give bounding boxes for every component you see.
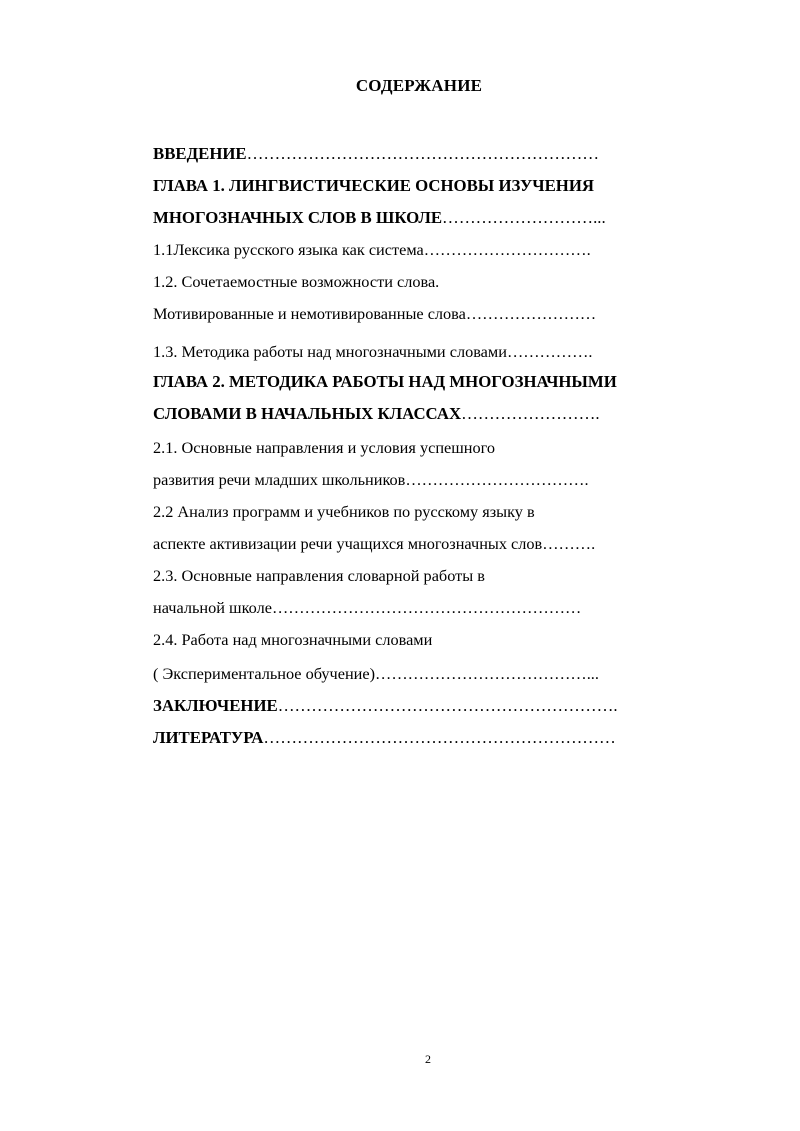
toc-entry-section-2-1 — [153, 438, 495, 458]
toc-entry-text: 1.3. Методика работы над многозначными словами — [153, 342, 507, 361]
toc-entry-chapter-2-cont — [153, 404, 600, 424]
toc-leader-dots: ……………………………………………………… — [263, 728, 616, 747]
toc-entry-section-2-3 — [153, 566, 485, 586]
toc-entry-chapter-1 — [153, 176, 594, 196]
toc-entry-text: ЗАКЛЮЧЕНИЕ — [153, 696, 278, 715]
toc-leader-dots: ……………………………………………………… — [246, 144, 600, 163]
toc-entry-text: ( Экспериментальное обучение) — [153, 664, 376, 683]
toc-entry-section-1-2-cont — [153, 304, 596, 324]
toc-entry-text: 2.1. Основные направления и условия успешного — [153, 438, 496, 457]
toc-entry-literature — [153, 728, 616, 748]
toc-entry-text: МНОГОЗНАЧНЫХ СЛОВ В ШКОЛЕ — [153, 208, 443, 227]
toc-entry-section-1-2 — [153, 272, 439, 292]
toc-leader-dots: …………………………………... — [375, 664, 599, 683]
toc-leader-dots: …………………………. — [423, 240, 591, 259]
page-number: 2 — [425, 1052, 431, 1066]
toc-entry-text: 1.2. Сочетаемостные возможности слова. — [153, 272, 440, 291]
toc-leader-dots: ……………. — [506, 342, 593, 361]
toc-entry-text: начальной школе — [153, 598, 272, 617]
toc-entry-section-2-2-cont — [153, 534, 595, 554]
toc-entry-text: ГЛАВА 1. ЛИНГВИСТИЧЕСКИЕ ОСНОВЫ ИЗУЧЕНИЯ — [153, 176, 595, 195]
toc-entry-conclusion — [153, 696, 618, 716]
toc-entry-section-1-3 — [153, 342, 592, 362]
toc-entry-text: 1.1Лексика русского языка как система — [153, 240, 424, 259]
toc-entry-text: СЛОВАМИ В НАЧАЛЬНЫХ КЛАССАХ — [153, 404, 462, 423]
toc-entry-section-2-1-cont — [153, 470, 589, 490]
toc-leader-dots: …………………… — [465, 304, 597, 323]
toc-entry-text: 2.4. Работа над многозначными словами — [153, 630, 433, 649]
toc-entry-section-2-4 — [153, 630, 432, 650]
toc-entry-text: развития речи младших школьников — [153, 470, 406, 489]
toc-entry-section-2-4-cont — [153, 664, 599, 684]
toc-entry-section-2-3-cont — [153, 598, 581, 618]
toc-entry-text: аспекте активизации речи учащихся многозначных слов — [153, 534, 543, 553]
toc-entry-text: 2.3. Основные направления словарной работы в — [153, 566, 485, 585]
toc-leader-dots: ……………………………………………………. — [277, 696, 618, 715]
toc-entry-text: 2.2 Анализ программ и учебников по русскому языку в — [153, 502, 535, 521]
toc-leader-dots: ………………………………………………… — [271, 598, 582, 617]
toc-entry-chapter-1-cont — [153, 208, 606, 228]
toc-leader-dots: ………. — [542, 534, 596, 553]
toc-leader-dots: ……………………………. — [405, 470, 589, 489]
toc-leader-dots: ………………………... — [442, 208, 606, 227]
toc-entry-text: ГЛАВА 2. МЕТОДИКА РАБОТЫ НАД МНОГОЗНАЧНЫМИ — [153, 372, 617, 391]
toc-entry-chapter-2 — [153, 372, 617, 392]
toc-entry-text: ЛИТЕРАТУРА — [153, 728, 264, 747]
toc-entry-text: Мотивированные и немотивированные слова — [153, 304, 466, 323]
toc-entry-introduction — [153, 144, 599, 164]
toc-entry-section-1-1 — [153, 240, 591, 260]
toc-leader-dots: ……………………. — [461, 404, 600, 423]
toc-entry-text: ВВЕДЕНИЕ — [153, 144, 247, 163]
page-title: СОДЕРЖАНИЕ — [355, 76, 483, 95]
toc-entry-section-2-2 — [153, 502, 535, 522]
